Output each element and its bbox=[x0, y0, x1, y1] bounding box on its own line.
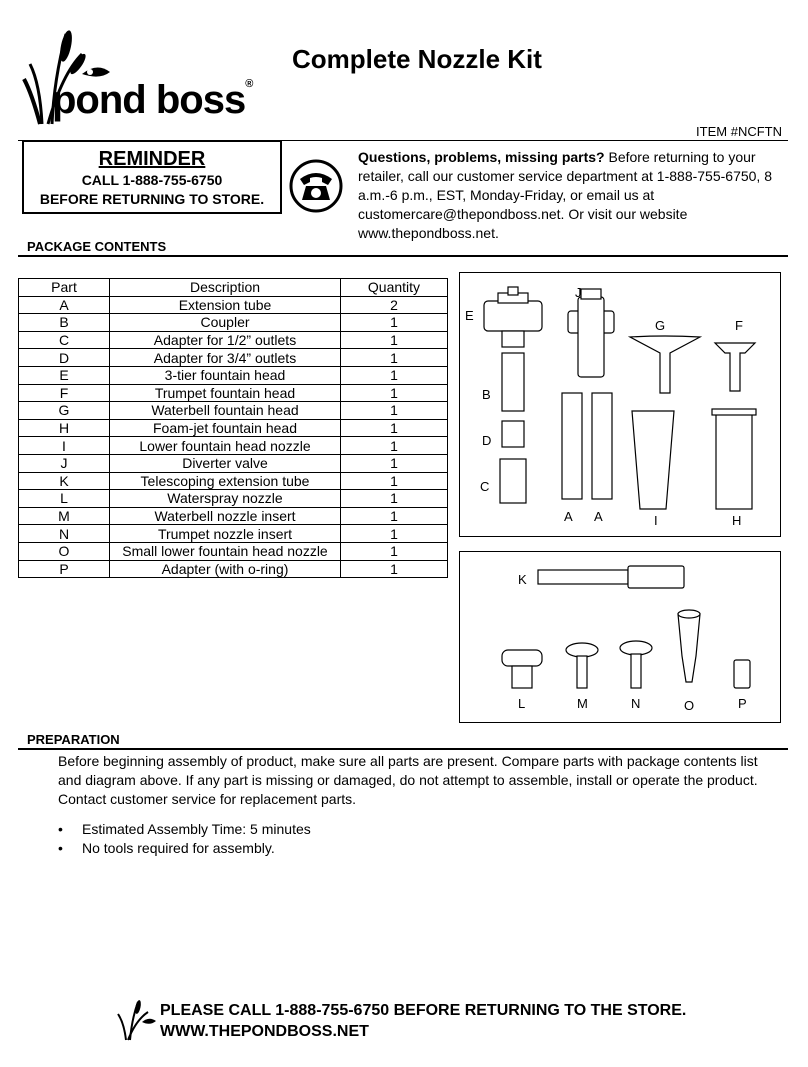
cell-description: Small lower fountain head nozzle bbox=[110, 542, 341, 560]
cell-quantity: 1 bbox=[341, 402, 448, 420]
table-row bbox=[19, 525, 448, 543]
cell-quantity: 1 bbox=[341, 454, 448, 472]
cell-quantity: 1 bbox=[341, 314, 448, 332]
diagram-label-o: O bbox=[684, 698, 695, 713]
cell-part: G bbox=[19, 402, 110, 420]
preparation-heading: PREPARATION bbox=[27, 732, 120, 747]
col-header-part: Part bbox=[19, 279, 110, 297]
cell-part: E bbox=[19, 366, 110, 384]
diagram-label-d: D bbox=[482, 433, 492, 448]
cell-part: P bbox=[19, 560, 110, 578]
cell-description: Waterbell fountain head bbox=[110, 402, 341, 420]
diagram-label-n: N bbox=[631, 696, 641, 711]
reminder-box bbox=[22, 140, 282, 214]
table-row bbox=[19, 314, 448, 332]
cell-quantity: 1 bbox=[341, 490, 448, 508]
diagram-label-e: E bbox=[465, 308, 474, 323]
table-row bbox=[19, 331, 448, 349]
cell-part: N bbox=[19, 525, 110, 543]
table-row bbox=[19, 454, 448, 472]
cell-description: Coupler bbox=[110, 314, 341, 332]
cell-part: O bbox=[19, 542, 110, 560]
cell-quantity: 1 bbox=[341, 507, 448, 525]
cell-part: C bbox=[19, 331, 110, 349]
contact-lead: Questions, problems, missing parts? bbox=[358, 149, 605, 165]
table-row bbox=[19, 542, 448, 560]
preparation-rule bbox=[18, 748, 788, 750]
cell-quantity: 1 bbox=[341, 331, 448, 349]
diagram-label-f: F bbox=[735, 318, 743, 333]
cell-part: B bbox=[19, 314, 110, 332]
diagram-label-c: C bbox=[480, 479, 490, 494]
cell-quantity: 1 bbox=[341, 384, 448, 402]
bullet-assembly-time: • Estimated Assembly Time: 5 minutes bbox=[58, 820, 311, 839]
cell-part: J bbox=[19, 454, 110, 472]
cell-description: Foam-jet fountain head bbox=[110, 419, 341, 437]
parts-drawing-1 bbox=[460, 273, 780, 536]
bullet-no-tools: • No tools required for assembly. bbox=[58, 839, 311, 858]
cell-part: A bbox=[19, 296, 110, 314]
table-row bbox=[19, 296, 448, 314]
cell-quantity: 1 bbox=[341, 525, 448, 543]
table-row bbox=[19, 490, 448, 508]
cell-part: H bbox=[19, 419, 110, 437]
cell-description: Adapter (with o-ring) bbox=[110, 560, 341, 578]
cell-description: Telescoping extension tube bbox=[110, 472, 341, 490]
cell-quantity: 2 bbox=[341, 296, 448, 314]
cell-part: D bbox=[19, 349, 110, 367]
table-row bbox=[19, 384, 448, 402]
footer-cattail-icon bbox=[116, 998, 158, 1042]
reminder-line-2: BEFORE RETURNING TO STORE. bbox=[39, 191, 265, 207]
diagram-label-k: K bbox=[518, 572, 527, 587]
cell-description: Extension tube bbox=[110, 296, 341, 314]
cell-part: K bbox=[19, 472, 110, 490]
cell-quantity: 1 bbox=[341, 542, 448, 560]
cell-part: I bbox=[19, 437, 110, 455]
cell-quantity: 1 bbox=[341, 437, 448, 455]
cell-description: Lower fountain head nozzle bbox=[110, 437, 341, 455]
contact-info bbox=[358, 148, 778, 243]
table-row bbox=[19, 349, 448, 367]
table-row bbox=[19, 560, 448, 578]
brand-wordmark: pond boss® bbox=[52, 78, 253, 122]
package-contents-heading: PACKAGE CONTENTS bbox=[27, 239, 167, 254]
diagram-label-p: P bbox=[738, 696, 747, 711]
parts-diagram-2 bbox=[459, 551, 781, 723]
footer-line-1: PLEASE CALL 1-888-755-6750 BEFORE RETURNING TO THE STORE. bbox=[160, 1002, 687, 1019]
footer-line-2: WWW.THEPONDBOSS.NET bbox=[160, 1023, 369, 1040]
reminder-heading: REMINDER bbox=[98, 148, 206, 170]
reminder-line-1: CALL 1-888-755-6750 bbox=[81, 172, 223, 188]
diagram-label-i: I bbox=[654, 513, 658, 528]
footer-text bbox=[160, 1000, 686, 1042]
col-header-description: Description bbox=[110, 279, 341, 297]
cell-quantity: 1 bbox=[341, 366, 448, 384]
cell-description: Diverter valve bbox=[110, 454, 341, 472]
page-title: Complete Nozzle Kit bbox=[292, 44, 542, 74]
telephone-icon bbox=[289, 159, 343, 213]
cell-description: Adapter for 3/4” outlets bbox=[110, 349, 341, 367]
contact-body: Before returning to your retailer, call our customer service department at 1-888-755-6750, 8 a.m.-6 p.m., EST, Monday-Friday, or email us at customercare@thepondboss.net. Or visit our website www.thepondboss.net. bbox=[358, 149, 772, 241]
diagram-label-j: J bbox=[575, 285, 582, 300]
parts-drawing-2 bbox=[460, 552, 780, 722]
col-header-quantity: Quantity bbox=[341, 279, 448, 297]
cell-description: 3-tier fountain head bbox=[110, 366, 341, 384]
item-number: ITEM #NCFTN bbox=[696, 124, 782, 139]
cell-description: Adapter for 1/2” outlets bbox=[110, 331, 341, 349]
diagram-label-a1: A bbox=[564, 509, 573, 524]
table-row bbox=[19, 366, 448, 384]
cell-description: Trumpet nozzle insert bbox=[110, 525, 341, 543]
table-row bbox=[19, 507, 448, 525]
diagram-label-h: H bbox=[732, 513, 742, 528]
table-row bbox=[19, 402, 448, 420]
cell-quantity: 1 bbox=[341, 419, 448, 437]
parts-table bbox=[18, 278, 448, 578]
table-row bbox=[19, 437, 448, 455]
diagram-label-a2: A bbox=[594, 509, 603, 524]
cell-description: Trumpet fountain head bbox=[110, 384, 341, 402]
preparation-bullets bbox=[58, 820, 311, 858]
table-row bbox=[19, 419, 448, 437]
diagram-label-b: B bbox=[482, 387, 491, 402]
diagram-label-l: L bbox=[518, 696, 526, 711]
cell-part: M bbox=[19, 507, 110, 525]
cell-description: Waterspray nozzle bbox=[110, 490, 341, 508]
cell-part: L bbox=[19, 490, 110, 508]
table-header-row bbox=[19, 279, 448, 297]
cell-quantity: 1 bbox=[341, 349, 448, 367]
diagram-label-g: G bbox=[655, 318, 666, 333]
table-row bbox=[19, 472, 448, 490]
diagram-label-m: M bbox=[577, 696, 588, 711]
cell-quantity: 1 bbox=[341, 560, 448, 578]
cell-quantity: 1 bbox=[341, 472, 448, 490]
parts-diagram-1 bbox=[459, 272, 781, 537]
cell-description: Waterbell nozzle insert bbox=[110, 507, 341, 525]
preparation-text: Before beginning assembly of product, make sure all parts are present. Compare parts with package contents list and diagram above. If any part is missing or damaged, do not attempt to assemble, install or operate the product. Contact customer service for replacement parts. bbox=[58, 753, 758, 807]
cell-part: F bbox=[19, 384, 110, 402]
package-contents-rule bbox=[18, 255, 788, 257]
